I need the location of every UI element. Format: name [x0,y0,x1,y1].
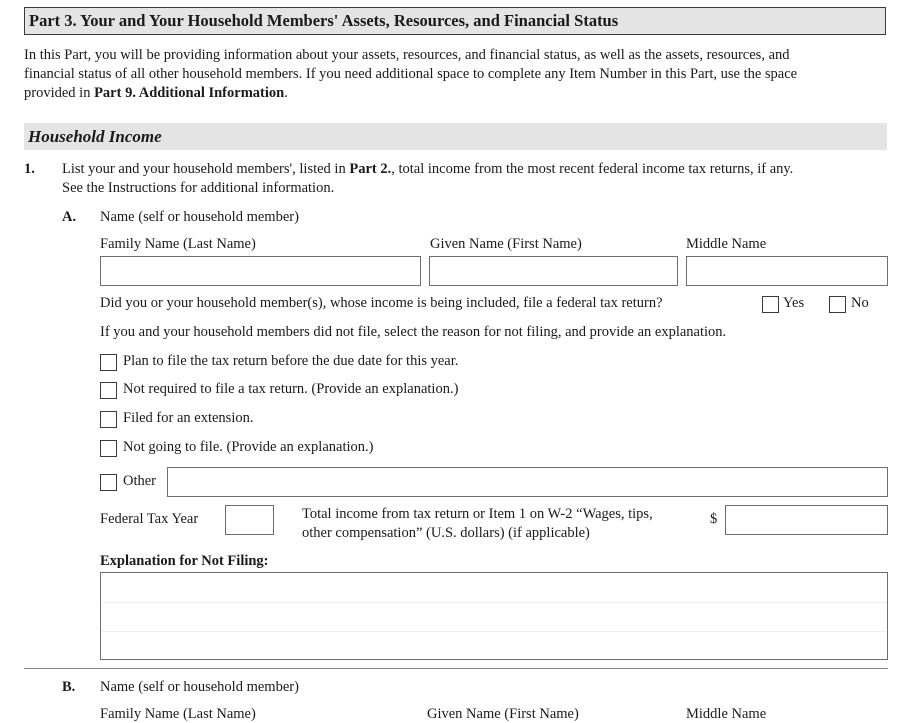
member-a-family-name-input[interactable] [100,256,421,286]
part-3-intro [24,46,886,103]
reason-extension-label: Filed for an extension. [123,410,254,426]
intro-line-3 [24,84,886,103]
filed-no-checkbox[interactable] [829,296,846,313]
federal-tax-year-input[interactable] [225,505,274,535]
filed-yes-label: Yes [783,295,805,311]
textarea-ruling [102,602,886,603]
intro-part-9-ref: Part 9. Additional Information [94,85,285,101]
textarea-ruling [102,631,886,632]
item-1-part-2-ref: Part 2. [349,161,392,177]
member-b-letter: B. [62,679,76,695]
reason-extension-checkbox[interactable] [100,411,117,428]
reason-plan-to-file-label: Plan to file the tax return before the due date for this year. [123,353,459,369]
member-a-middle-name-label: Middle Name [686,236,767,252]
explanation-textarea[interactable] [100,572,888,660]
member-a-name-label: Name (self or household member) [100,209,299,225]
total-income-label-line-1: Total income from tax return or Item 1 on W-2 “Wages, tips, [302,506,653,522]
member-b-family-name-label: Family Name (Last Name) [100,706,256,722]
section-divider [24,668,888,669]
total-income-label-line-2: other compensation” (U.S. dollars) (if applicable) [302,525,590,541]
member-a-middle-name-input[interactable] [686,256,888,286]
intro-line-1: In this Part, you will be providing information about your assets, resources, and financial status, as well as the assets, resources, and [24,47,790,63]
total-income-input[interactable] [725,505,888,535]
federal-tax-year-label: Federal Tax Year [100,511,199,527]
member-a-given-name-input[interactable] [429,256,678,286]
reason-plan-to-file-checkbox[interactable] [100,354,117,371]
reason-not-required-checkbox[interactable] [100,382,117,399]
reason-not-going-to-file-label: Not going to file. (Provide an explanation.) [123,439,374,455]
filed-yes-checkbox[interactable] [762,296,779,313]
member-b-name-label: Name (self or household member) [100,679,299,695]
item-1-text-pre: List your and your household members', listed in [62,161,350,177]
member-a-given-name-label: Given Name (First Name) [430,236,582,252]
intro-line-3-post: . [284,85,288,101]
reason-other-label: Other [123,473,157,489]
dollar-sign: $ [710,511,718,527]
reason-other-checkbox[interactable] [100,474,117,491]
reason-not-going-to-file-checkbox[interactable] [100,440,117,457]
not-filed-instruction: If you and your household members did not file, select the reason for not filing, and provide an explanation. [100,324,727,340]
item-1-number: 1. [24,161,35,177]
item-1-text-line-2: See the Instructions for additional information. [62,180,335,196]
item-1-text-post: , total income from the most recent federal income tax returns, if any. [391,161,794,177]
reason-not-required-label: Not required to file a tax return. (Provide an explanation.) [123,381,459,397]
member-b-middle-name-label: Middle Name [686,706,767,722]
member-b-given-name-label: Given Name (First Name) [427,706,579,722]
explanation-label: Explanation for Not Filing: [100,553,269,569]
item-1-text [62,161,793,178]
intro-line-2: financial status of all other household members. If you need additional space to complete any Item Number in this Part, use the space [24,66,798,82]
household-income-heading: Household Income [24,123,887,150]
intro-line-3-pre: provided in [24,85,95,101]
member-a-family-name-label: Family Name (Last Name) [100,236,256,252]
reason-other-input[interactable] [167,467,888,497]
part-3-header: Part 3. Your and Your Household Members' Assets, Resources, and Financial Status [24,7,886,35]
member-a-letter: A. [62,209,77,225]
filed-tax-return-question: Did you or your household member(s), whose income is being included, file a federal tax return? [100,295,663,311]
filed-no-label: No [851,295,869,311]
